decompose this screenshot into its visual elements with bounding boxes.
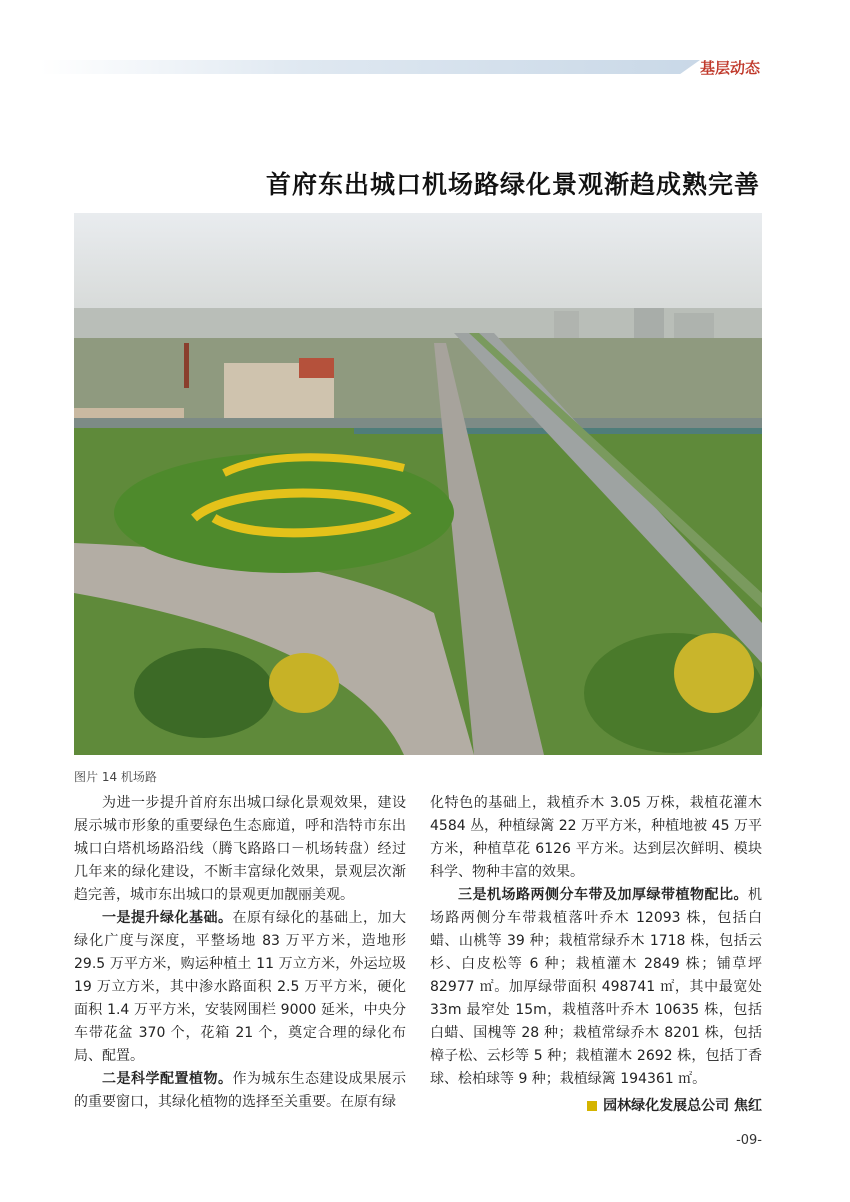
section-label: 基层动态 <box>699 59 760 77</box>
square-marker-icon <box>587 1101 597 1111</box>
paragraph-point-one <box>74 907 406 1068</box>
point-three-lead: 三是机场路两侧分车带及加厚绿带植物配比。 <box>458 887 748 903</box>
point-one-body: 在原有绿化的基础上，加大绿化广度与深度，平整场地 83 万平方米，造地形 29.5 万平方米，购运种植土 11 万立方米，外运垃圾 19 万立方米，其中渗水路面积 2.5 万平方米，硬化面积 1.4 万平方米，安装网围栏 9000 延米，中央分车带花盆 370 个，花箱 21 个，奠定合理的绿化布局、配置。 <box>74 910 406 1064</box>
header-band <box>40 60 700 74</box>
photo-caption: 图片 14 机场路 <box>74 770 157 784</box>
point-three-body: 机场路两侧分车带栽植落叶乔木 12093 株，包括白蜡、山桃等 39 种；栽植常绿乔木 1718 株，包括云杉、白皮松等 6 种；栽植灌木 2849 株；铺草坪 82977 ㎡。加厚绿带面积 498741 ㎡，其中最宽处 33m 最窄处 15m，栽植落叶乔木 10635 株，包括白蜡、国槐等 28 种；栽植常绿乔木 8201 株，包括樟子松、云杉等 5 种；栽植灌木 2692 株，包括丁香球、桧柏球等 9 种；栽植绿篱 194361 ㎡。 <box>430 887 762 1087</box>
point-one-lead: 一是提升绿化基础。 <box>102 910 233 926</box>
author-name: 园林绿化发展总公司 焦红 <box>603 1098 762 1114</box>
paragraph-continued: 化特色的基础上，栽植乔木 3.05 万株，栽植花灌木 4584 丛，种植绿篱 22 万平方米，种植地被 45 万平方米，种植草花 6126 平方米。达到层次鲜明、模块科学、物种丰富的效果。 <box>430 795 762 880</box>
text-column-right <box>430 792 762 1118</box>
paragraph-point-three <box>430 884 762 1091</box>
author-line <box>430 1095 762 1118</box>
text-column-left <box>74 792 406 1114</box>
airport-road-photo <box>74 213 762 755</box>
point-two-body: 作为城东生态建设成果展示的重要窗口，其绿化植物的选择至关重要。在原有绿 <box>74 1071 406 1110</box>
paragraph-point-two <box>74 1068 406 1114</box>
article-title: 首府东出城口机场路绿化景观渐趋成熟完善 <box>265 170 760 199</box>
page-number: -09- <box>736 1133 762 1148</box>
paragraph-intro: 为进一步提升首府东出城口绿化景观效果，建设展示城市形象的重要绿色生态廊道，呼和浩特市东出城口白塔机场路沿线（腾飞路路口－机场转盘）经过几年来的绿化建设，不断丰富绿化效果，景观层次渐趋完善，城市东出城口的景观更加靓丽美观。 <box>74 795 406 903</box>
point-two-lead: 二是科学配置植物。 <box>102 1071 233 1087</box>
